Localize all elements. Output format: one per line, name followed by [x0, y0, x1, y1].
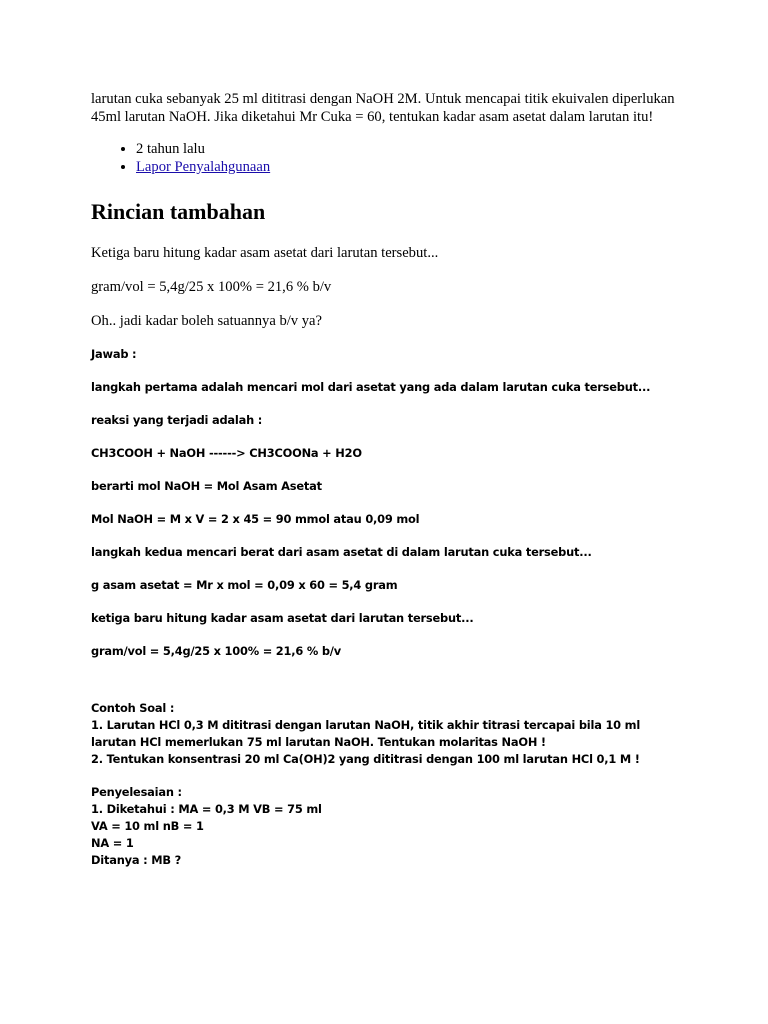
meta-time	[136, 140, 688, 158]
meta-report	[136, 158, 688, 176]
answer-result: gram/vol = 5,4g/25 x 100% = 21,6 % b/v	[91, 644, 341, 658]
details-heading: Rincian tambahan	[91, 199, 266, 224]
details-line-2: gram/vol = 5,4g/25 x 100% = 21,6 % b/v	[91, 279, 332, 295]
solution-section	[91, 784, 688, 869]
answer-mass: g asam asetat = Mr x mol = 0,09 x 60 = 5,4 gram	[91, 578, 398, 592]
example-problem-2: 2. Tentukan konsentrasi 20 ml Ca(OH)2 yang dititrasi dengan 100 ml larutan HCl 0,1 M !	[91, 752, 640, 766]
example-section	[91, 700, 688, 768]
answer-step-2: langkah kedua mencari berat dari asam asetat di dalam larutan cuka tersebut...	[91, 545, 592, 559]
details-line-1: Ketiga baru hitung kadar asam asetat dari larutan tersebut...	[91, 245, 439, 261]
solution-asked: Ditanya : MB ?	[91, 853, 181, 867]
time-ago: 2 tahun lalu	[136, 141, 205, 157]
solution-heading: Penyelesaian :	[91, 785, 182, 799]
answer-mol-naoh: Mol NaOH = M x V = 2 x 45 = 90 mmol atau 0,09 mol	[91, 512, 420, 526]
answer-step-1: langkah pertama adalah mencari mol dari asetat yang ada dalam larutan cuka tersebut...	[91, 380, 651, 394]
solution-given-2: VA = 10 ml nB = 1	[91, 819, 204, 833]
report-abuse-link[interactable]: Lapor Penyalahgunaan	[136, 159, 271, 175]
question-meta	[91, 140, 688, 176]
example-problem-1: 1. Larutan HCl 0,3 M dititrasi dengan larutan NaOH, titik akhir titrasi tercapai bila 10 ml larutan HCl memerlukan 75 ml larutan NaOH. Tentukan molaritas NaOH !	[91, 718, 641, 749]
solution-given-3: NA = 1	[91, 836, 134, 850]
solution-given-1: 1. Diketahui : MA = 0,3 M VB = 75 ml	[91, 802, 322, 816]
question-text: larutan cuka sebanyak 25 ml dititrasi dengan NaOH 2M. Untuk mencapai titik ekuivalen diperlukan 45ml larutan NaOH. Jika diketahui Mr Cuka = 60, tentukan kadar asam asetat dalam larutan itu!	[91, 91, 675, 125]
answer-step-3: ketiga baru hitung kadar asam asetat dari larutan tersebut...	[91, 611, 474, 625]
answer-reaction-label: reaksi yang terjadi adalah :	[91, 413, 263, 427]
answer-label: Jawab :	[91, 347, 137, 361]
details-line-3: Oh.. jadi kadar boleh satuannya b/v ya?	[91, 313, 322, 329]
answer-reaction-equation: CH3COOH + NaOH ------> CH3COONa + H2O	[91, 446, 362, 460]
answer-mol-equality: berarti mol NaOH = Mol Asam Asetat	[91, 479, 322, 493]
example-heading: Contoh Soal :	[91, 701, 175, 715]
